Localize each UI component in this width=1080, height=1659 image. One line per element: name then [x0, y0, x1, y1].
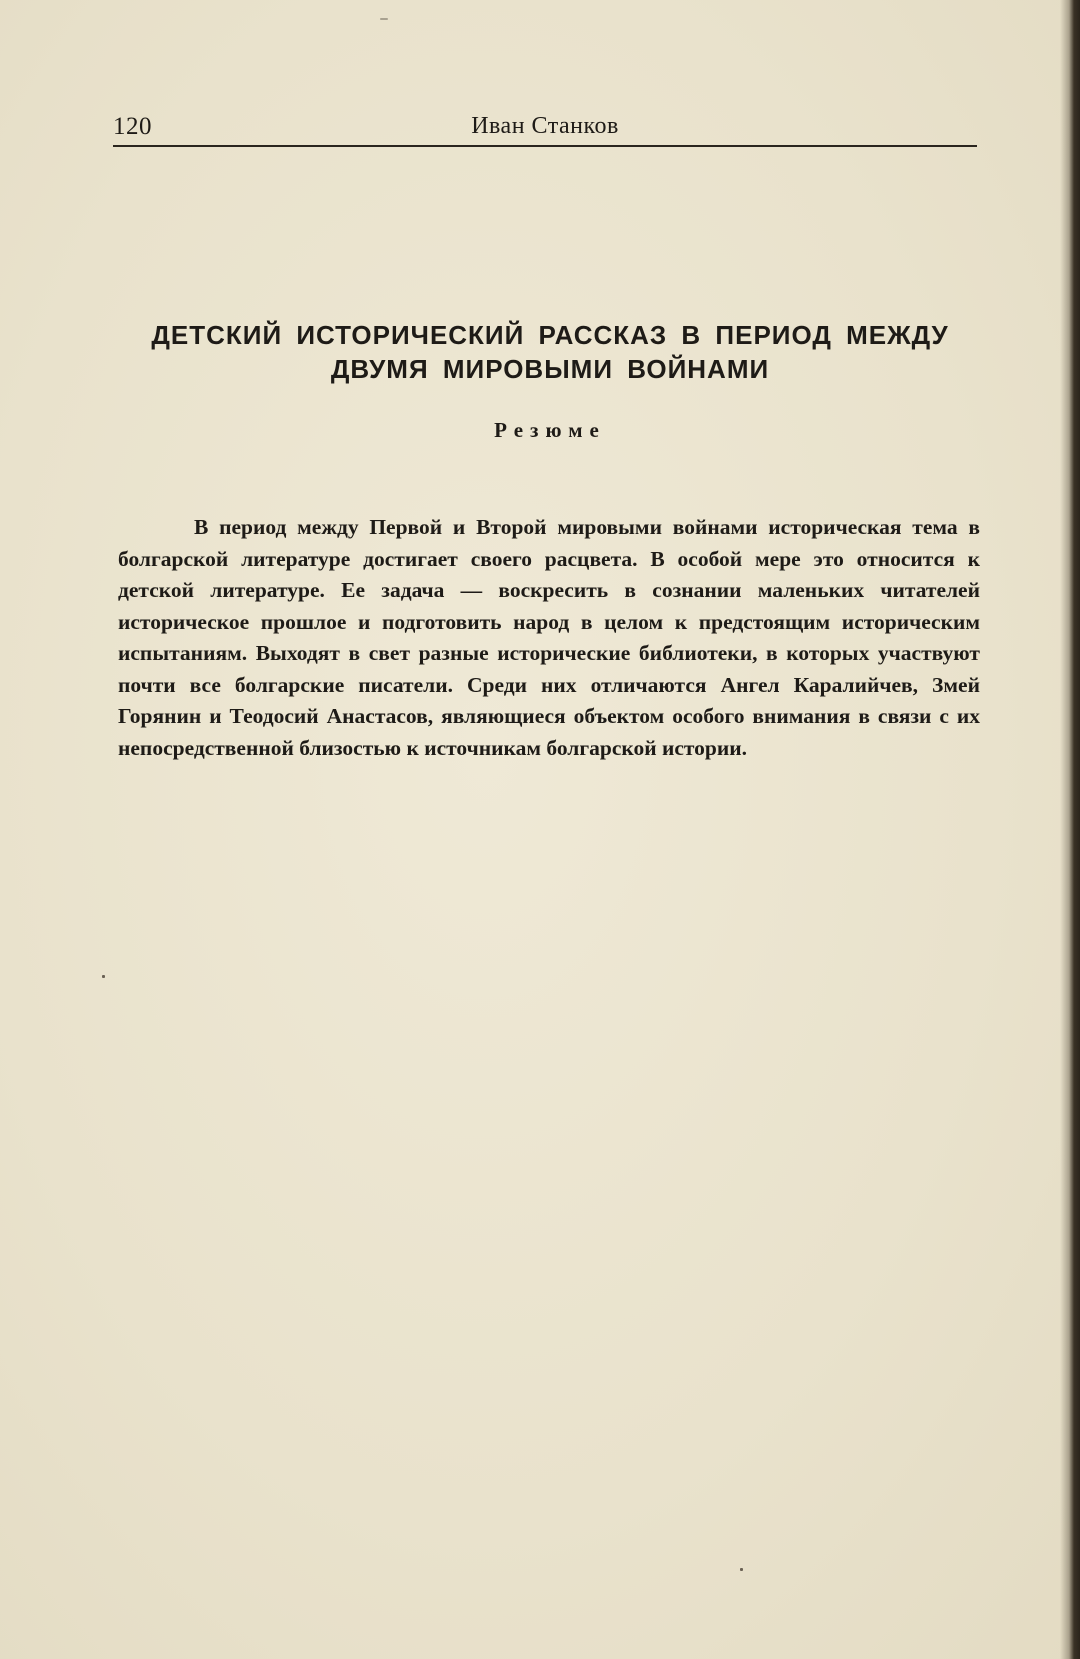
summary-paragraph: В период между Первой и Второй мировыми войнами историческая тема в болгарской литературе достигает своего расцвета. В особой мере это относится к детской литературе. Ее задача — воскресить в сознании маленьких читателей историческое прошлое и подготовить народ в целом к предстоящим историческим испытаниям. Выходят в свет разные исторические библиотеки, в которых участвуют почти все болгарские писатели. Среди них отличаются Ангел Каралийчев, Змей Горянин и Теодосий Анастасов, являющиеся объектом особого внимания в связи с их непосредственной близостью к источникам болгарской истории.	[118, 515, 980, 760]
page-edge-shadow	[1060, 0, 1080, 1659]
article-title	[120, 318, 980, 386]
paper-speck	[740, 1568, 743, 1571]
paper-speck	[380, 18, 388, 20]
article-title-line-2: ДВУМЯ МИРОВЫМИ ВОЙНАМИ	[330, 354, 770, 384]
paper-speck	[102, 975, 105, 978]
page-number: 120	[113, 113, 152, 140]
header-rule	[113, 145, 977, 147]
running-head	[113, 110, 977, 146]
summary-heading: Резюме	[494, 418, 606, 442]
article-title-line-1: ДЕТСКИЙ ИСТОРИЧЕСКИЙ РАССКАЗ В ПЕРИОД МЕЖДУ	[151, 320, 949, 350]
running-head-author: Иван Станков	[471, 113, 619, 139]
